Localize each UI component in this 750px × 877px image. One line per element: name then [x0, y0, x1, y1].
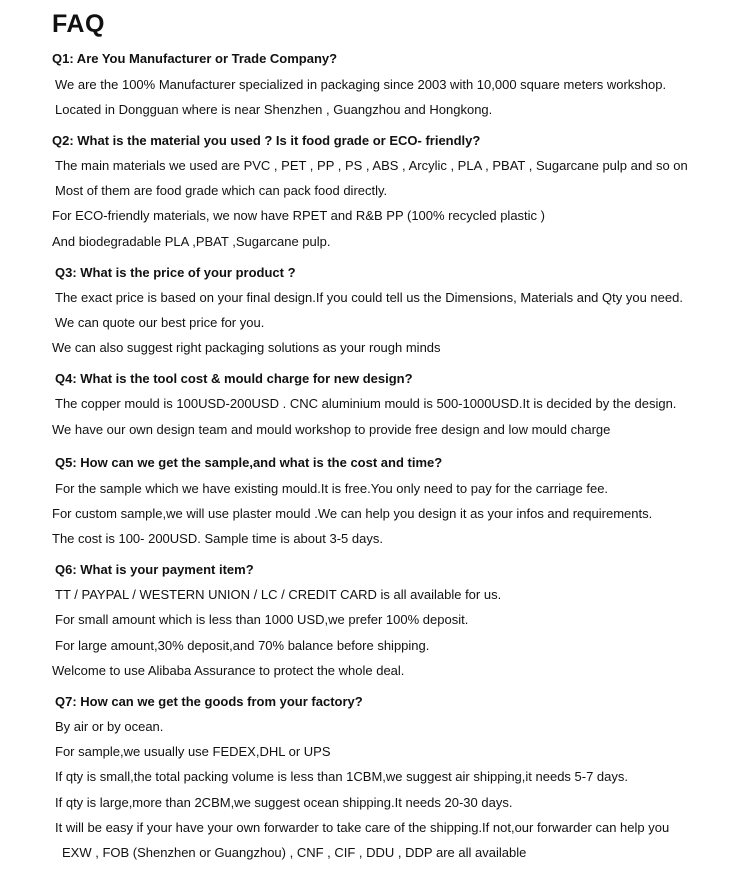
faq-question-3: Q3: What is the price of your product ? — [55, 265, 296, 280]
faq-answer-line: TT / PAYPAL / WESTERN UNION / LC / CREDIT CARD is all available for us. — [55, 587, 502, 602]
faq-answer-line: EXW , FOB (Shenzhen or Guangzhou) , CNF , CIF , DDU , DDP are all available — [62, 845, 527, 860]
faq-answer-line: Welcome to use Alibaba Assurance to protect the whole deal. — [52, 663, 405, 678]
faq-question-5: Q5: How can we get the sample,and what is the cost and time? — [55, 455, 443, 470]
faq-question-4: Q4: What is the tool cost & mould charge for new design? — [55, 371, 413, 386]
faq-answer-line: And biodegradable PLA ,PBAT ,Sugarcane pulp. — [52, 234, 331, 249]
faq-question-1: Q1: Are You Manufacturer or Trade Company? — [52, 51, 338, 66]
faq-question-7: Q7: How can we get the goods from your factory? — [55, 694, 363, 709]
faq-answer-line: For large amount,30% deposit,and 70% balance before shipping. — [55, 638, 430, 653]
faq-answer-line: The copper mould is 100USD-200USD . CNC aluminium mould is 500-1000USD.It is decided by the design. — [55, 396, 677, 411]
faq-answer-line: It will be easy if your have your own forwarder to take care of the shipping.If not,our forwarder can help you — [55, 820, 670, 835]
faq-answer-line: The cost is 100- 200USD. Sample time is about 3-5 days. — [52, 531, 383, 546]
faq-answer-line: By air or by ocean. — [55, 719, 164, 734]
faq-answer-line: If qty is small,the total packing volume is less than 1CBM,we suggest air shipping,it needs 5-7 days. — [55, 769, 629, 784]
faq-answer-line: For custom sample,we will use plaster mould .We can help you design it as your infos and requirements. — [52, 506, 653, 521]
faq-answer-line: For ECO-friendly materials, we now have RPET and R&B PP (100% recycled plastic ) — [52, 208, 545, 223]
faq-answer-line: If qty is large,more than 2CBM,we suggest ocean shipping.It needs 20-30 days. — [55, 795, 513, 810]
faq-question-2: Q2: What is the material you used ? Is it food grade or ECO- friendly? — [52, 133, 481, 148]
faq-answer-line: Most of them are food grade which can pack food directly. — [55, 183, 388, 198]
faq-question-6: Q6: What is your payment item? — [55, 562, 254, 577]
faq-answer-line: Located in Dongguan where is near Shenzhen , Guangzhou and Hongkong. — [55, 102, 493, 117]
faq-answer-line: The main materials we used are PVC , PET , PP , PS , ABS , Arcylic , PLA , PBAT , Sugarcane pulp and so on — [55, 158, 688, 173]
page-title: FAQ — [52, 10, 105, 38]
faq-answer-line: For small amount which is less than 1000 USD,we prefer 100% deposit. — [55, 612, 469, 627]
faq-answer-line: We can quote our best price for you. — [55, 315, 265, 330]
faq-answer-line: We have our own design team and mould workshop to provide free design and low mould charge — [52, 422, 611, 437]
faq-answer-line: For the sample which we have existing mould.It is free.You only need to pay for the carriage fee. — [55, 481, 609, 496]
faq-answer-line: The exact price is based on your final design.If you could tell us the Dimensions, Materials and Qty you need. — [55, 290, 683, 305]
faq-answer-line: For sample,we usually use FEDEX,DHL or UPS — [55, 744, 331, 759]
faq-answer-line: We can also suggest right packaging solutions as your rough minds — [52, 340, 441, 355]
faq-answer-line: We are the 100% Manufacturer specialized in packaging since 2003 with 10,000 square meters workshop. — [55, 77, 667, 92]
